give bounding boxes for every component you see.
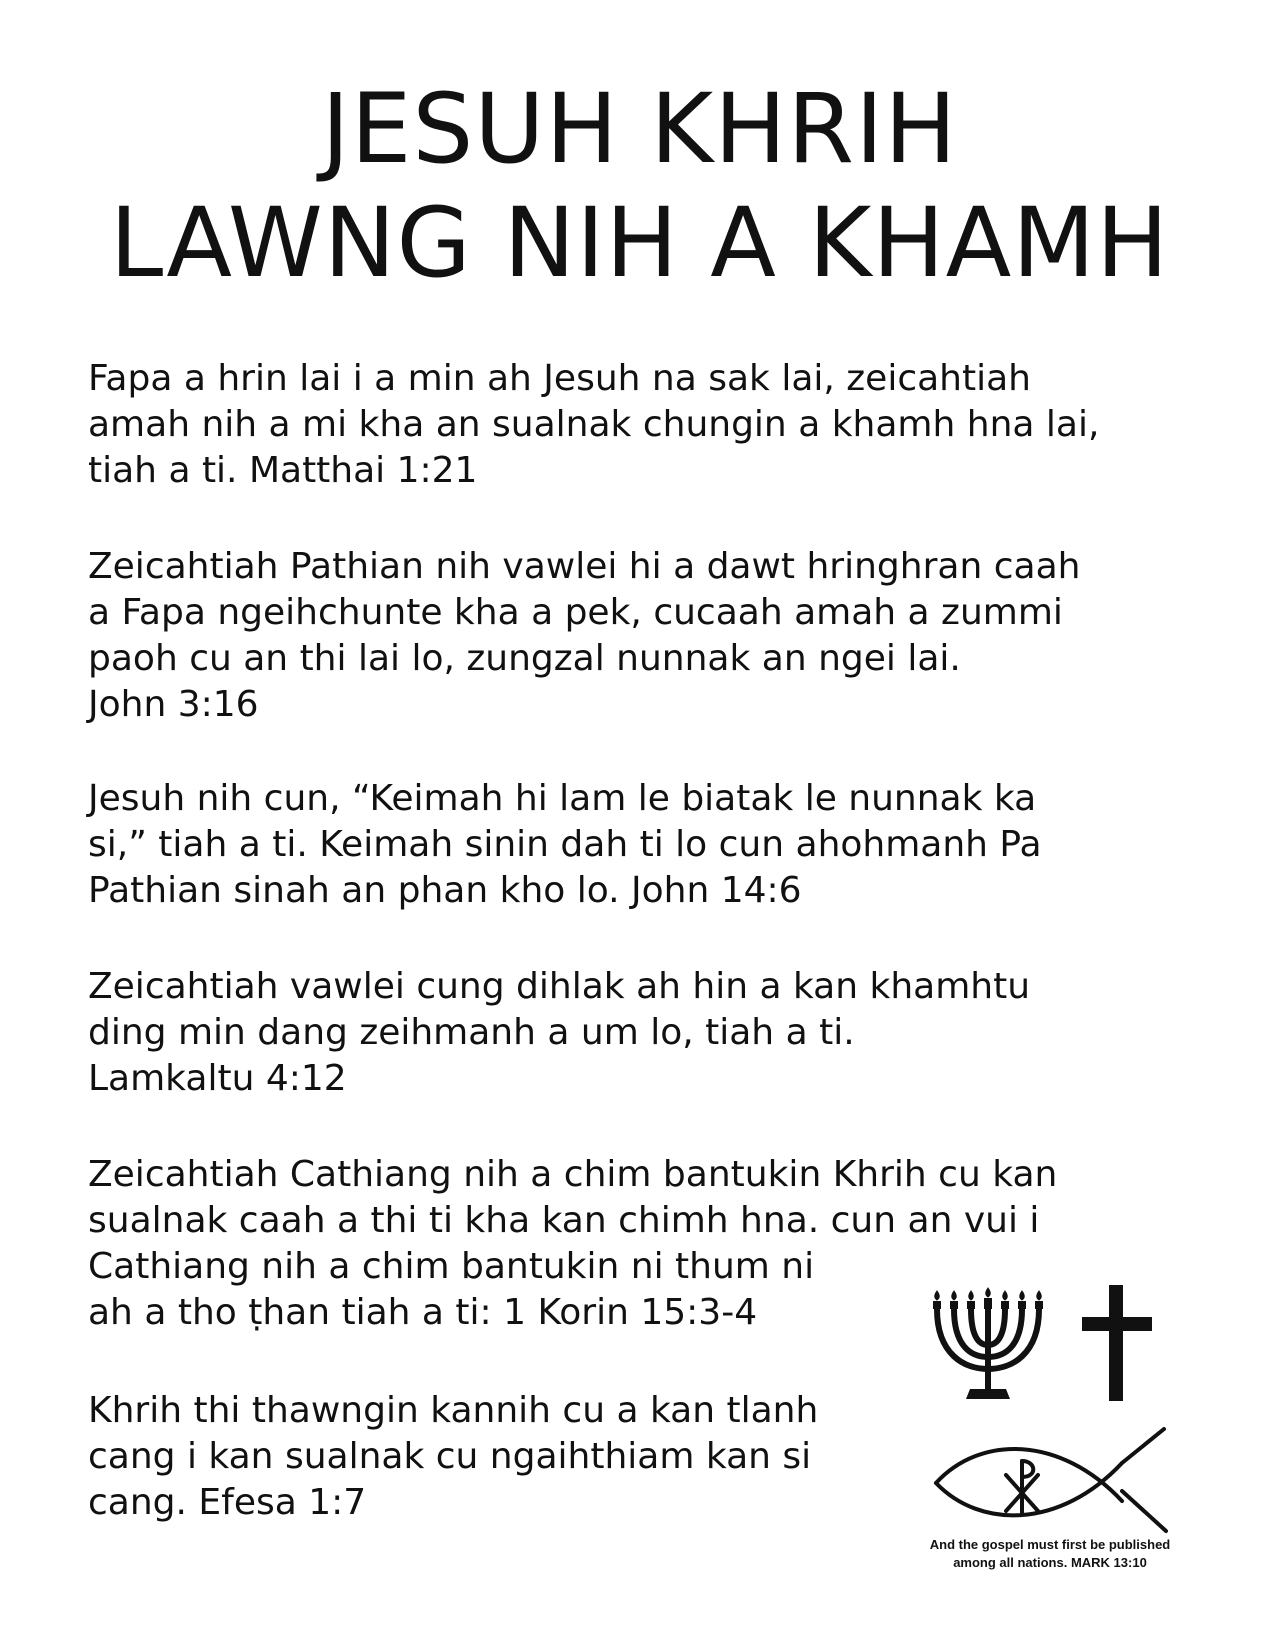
verse-lamkaltu-4-12 (88, 964, 1208, 1102)
caption-line-2: among all nations. MARK 13:10 (953, 1555, 1147, 1570)
cross-icon (1078, 1285, 1158, 1405)
page-title (0, 72, 1279, 300)
verse-line: Pathian sinah an phan kho lo. John 14:6 (88, 870, 802, 911)
ichthys-chi-rho-icon (930, 1425, 1170, 1535)
caption-line-1: And the gospel must first be published (929, 1537, 1171, 1552)
title-line-2: LAWNG NIH A KHAMH (109, 187, 1170, 299)
menorah-icon (930, 1285, 1055, 1405)
verse-line: Jesuh nih cun, “Keimah hi lam le biatak le nunnak ka (88, 778, 1037, 819)
verse-line: tiah a ti. Matthai 1:21 (88, 450, 478, 491)
scripture-caption (900, 1536, 1200, 1572)
verse-line: ding min dang zeihmanh a um lo, tiah a ti. (88, 1012, 855, 1053)
verse-line: Fapa a hrin lai i a min ah Jesuh na sak lai, zeicahtiah (88, 358, 1031, 399)
verse-line: amah nih a mi kha an sualnak chungin a khamh hna lai, (88, 404, 1100, 445)
verse-line: cang i kan sualnak cu ngaihthiam kan si (88, 1436, 812, 1477)
verse-john-14-6 (88, 776, 1208, 914)
verse-line: Khrih thi thawngin kannih cu a kan tlanh (88, 1390, 819, 1431)
faith-emblems (930, 1285, 1180, 1545)
verse-line: paoh cu an thi lai lo, zungzal nunnak an ngei lai. (88, 638, 961, 679)
verse-john-3-16 (88, 544, 1208, 728)
verse-matthai-1-21 (88, 356, 1208, 494)
verse-line: ah a tho ṭhan tiah a ti: 1 Korin 15:3-4 (88, 1292, 758, 1333)
verse-line: cang. Efesa 1:7 (88, 1482, 367, 1523)
verse-line: sualnak caah a thi ti kha kan chimh hna. cun an vui i (88, 1200, 1040, 1241)
title-line-1: JESUH KHRIH (321, 73, 958, 185)
verse-line: a Fapa ngeihchunte kha a pek, cucaah amah a zummi (88, 592, 1063, 633)
verse-line: si,” tiah a ti. Keimah sinin dah ti lo cun ahohmanh Pa (88, 824, 1042, 865)
verse-line: Cathiang nih a chim bantukin ni thum ni (88, 1246, 815, 1287)
verse-line: Zeicahtiah vawlei cung dihlak ah hin a kan khamhtu (88, 966, 1031, 1007)
verse-line: Lamkaltu 4:12 (88, 1058, 347, 1099)
verse-line: Zeicahtiah Pathian nih vawlei hi a dawt hringhran caah (88, 546, 1081, 587)
verse-line: John 3:16 (88, 684, 259, 725)
verse-line: Zeicahtiah Cathiang nih a chim bantukin Khrih cu kan (88, 1154, 1058, 1195)
